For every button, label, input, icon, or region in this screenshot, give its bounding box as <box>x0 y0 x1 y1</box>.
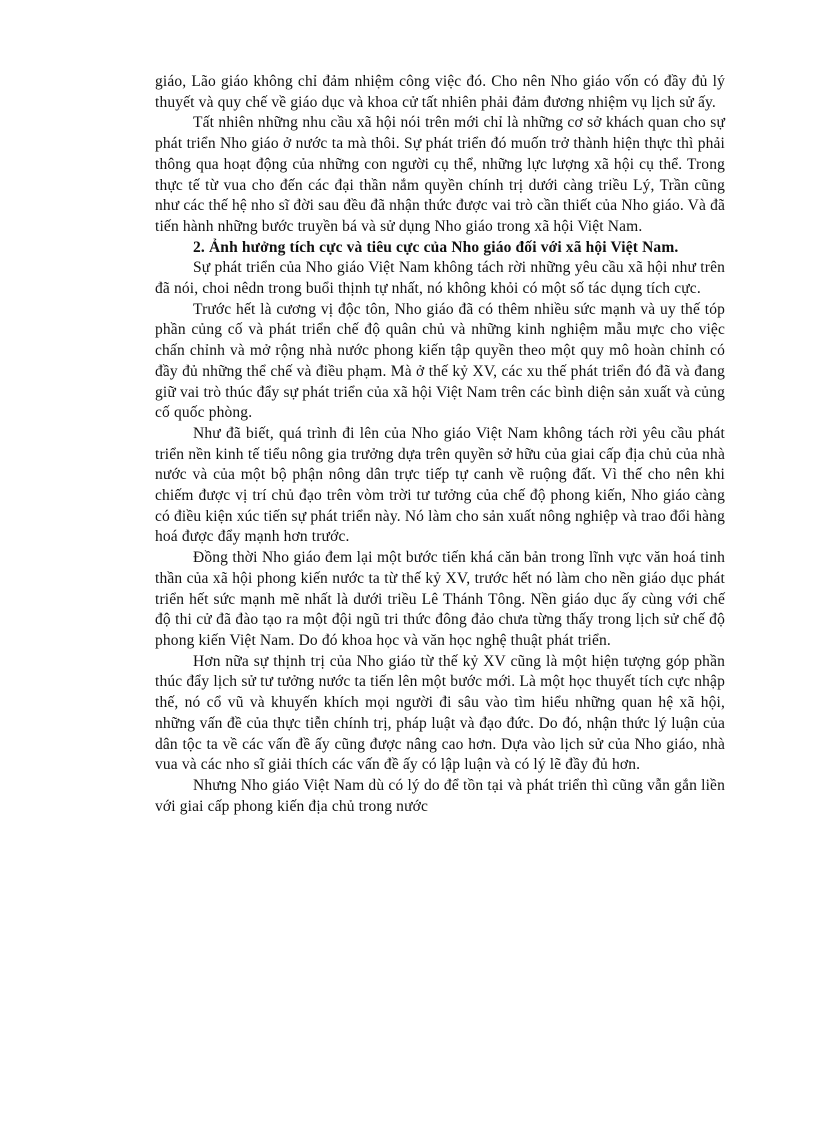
paragraph: giáo, Lão giáo không chỉ đảm nhiệm công việc đó. Cho nên Nho giáo vốn có đầy đủ lý thuyết và quy chế về giáo dục và khoa cử tất nhiên phải đảm đương nhiệm vụ lịch sử ấy. <box>155 73 725 111</box>
paragraph: Sự phát triển của Nho giáo Việt Nam không tách rời những yêu cầu xã hội như trên đã nói, choi nêdn trong buổi thịnh tự nhất, nó không khỏi có một số tác dụng tích cực. <box>155 259 725 298</box>
paragraph: Đồng thời Nho giáo đem lại một bước tiến khá căn bản trong lĩnh vực văn hoá tinh thần của xã hội phong kiến nước ta từ thế kỷ XV, trước hết nó làm cho nền giáo dục phát triển hết sức mạnh mẽ nhất là dưới triều Lê Thánh Tông. Nền giáo dục ấy cùng với chế độ thi cử đã đào tạo ra một đội ngũ tri thức đông đảo chưa từng thấy trong lịch sử chế độ phong kiến Việt Nam. Do đó khoa học và văn học nghệ thuật phát triển. <box>155 549 725 649</box>
paragraph: Như đã biết, quá trình đi lên của Nho giáo Việt Nam không tách rời yêu cầu phát triển nền kinh tế tiểu nông gia trưởng dựa trên quyền sở hữu của giai cấp địa chủ của nhà nước và của một bộ phận nông dân trực tiếp tự canh về ruộng đất. Vì thế cho nên khi chiếm được vị trí chủ đạo trên vòm trời tư tưởng của chế độ phong kiến, Nho giáo càng có điều kiện xúc tiến sự phát triển này. Nó làm cho sản xuất nông nghiệp và trao đổi hàng hoá được đẩy mạnh hơn trước. <box>155 424 725 546</box>
paragraph: Hơn nữa sự thịnh trị của Nho giáo từ thế kỷ XV cũng là một hiện tượng góp phần thúc đẩy lịch sử tư tưởng nước ta tiến lên một bước mới. Là một học thuyết tích cực nhập thế, nó cổ vũ và khuyến khích mọi người đi sâu vào tìm hiểu những quan hệ xã hội, những vấn đề của thực tiễn chính trị, pháp luật và đạo đức. Do đó, nhận thức lý luận của dân tộc ta về các vấn đề ấy cũng được nâng cao hơn. Dựa vào lịch sử của Nho giáo, nhà vua và các nho sĩ giải thích các vấn đề ấy có lập luận và có lý lẽ đầy đủ hơn. <box>155 652 725 774</box>
section-heading: 2. Ảnh hưởng tích cực và tiêu cực của Nho giáo đối với xã hội Việt Nam. <box>193 238 679 256</box>
paragraph: Tất nhiên những nhu cầu xã hội nói trên mới chỉ là những cơ sở khách quan cho sự phát triển Nho giáo ở nước ta mà thôi. Sự phát triển đó muốn trở thành hiện thực thì phải thông qua hoạt động của những con người cụ thể, những lực lượng xã hội cụ thể. Trong thực tế từ vua cho đến các đại thần nắm quyền chính trị dưới càng triều Lý, Trần cũng như các thế hệ nho sĩ đời sau đều đã nhận thức được vai trò cần thiết của Nho giáo. Và đã tiến hành những bước truyền bá và sử dụng Nho giáo trong xã hội Việt Nam. <box>155 114 725 235</box>
paragraph: Nhưng Nho giáo Việt Nam dù có lý do để tồn tại và phát triển thì cũng vẫn gắn liền với giai cấp phong kiến địa chủ trong nước <box>155 776 725 815</box>
document-page <box>155 72 725 817</box>
paragraph: Trước hết là cương vị độc tôn, Nho giáo đã có thêm nhiều sức mạnh và uy thế tóp phần củng cố và phát triển chế độ quân chủ và những kinh nghiệm mẫu mực cho việc chấn chỉnh và mở rộng nhà nước phong kiến tập quyền theo một quy mô hoàn chỉnh có đầy đủ những thể chế và điều phạm. Mà ở thế kỷ XV, các xu thế phát triển đó đã và đang giữ vai trò thúc đẩy sự phát triển của xã hội Việt Nam trên các bình diện sản xuất và củng cố quốc phòng. <box>155 300 725 422</box>
